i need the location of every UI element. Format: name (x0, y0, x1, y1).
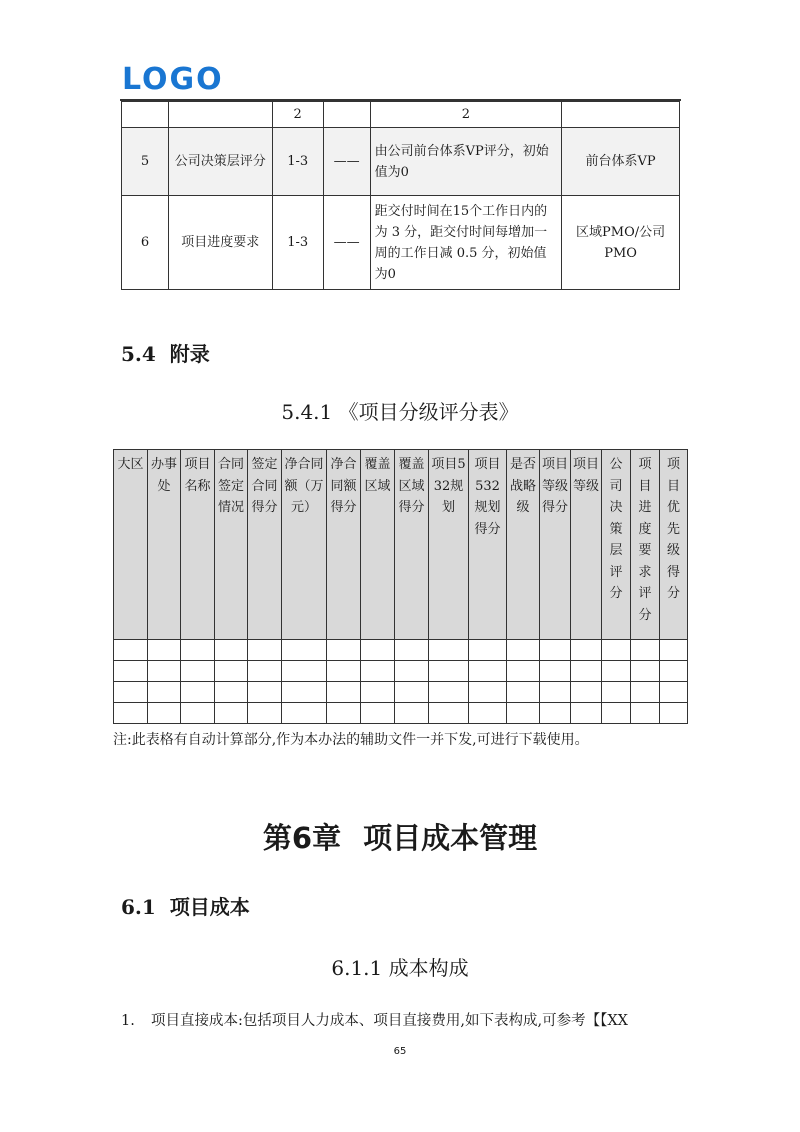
cell-range: 1-3 (272, 196, 323, 290)
column-header-label: 净合同额（万元） (284, 457, 324, 515)
empty-cell (469, 661, 507, 682)
table-row (114, 640, 688, 661)
empty-cell (148, 682, 181, 703)
empty-cell (148, 661, 181, 682)
empty-cell (429, 661, 469, 682)
empty-cell (215, 703, 248, 724)
column-header (215, 450, 248, 640)
column-header (571, 450, 602, 640)
column-header (602, 450, 631, 640)
empty-cell (114, 682, 148, 703)
empty-cell (248, 703, 282, 724)
cell-owner: 前台体系VP (562, 128, 680, 196)
empty-cell (571, 682, 602, 703)
column-header-label: 签定合同得分 (251, 457, 278, 515)
section-heading-5-4: 5.4 附录 (121, 342, 210, 366)
empty-cell (571, 661, 602, 682)
column-header (469, 450, 507, 640)
cell-item: 公司决策层评分 (168, 128, 272, 196)
column-header-label: 办事处 (150, 457, 177, 494)
cell-desc: 距交付时间在15个工作日内的为 3 分，距交付时间每增加一周的工作日减 0.5 分，初始值为0 (370, 196, 562, 290)
logo: LOGO (122, 62, 224, 97)
empty-cell (148, 640, 181, 661)
empty-cell (361, 640, 395, 661)
cell-owner (562, 102, 680, 128)
empty-cell (215, 640, 248, 661)
empty-cell (148, 703, 181, 724)
empty-cell (602, 661, 631, 682)
empty-cell (631, 703, 660, 724)
table-row (114, 682, 688, 703)
cell-no: 6 (122, 196, 169, 290)
column-header (148, 450, 181, 640)
empty-cell (215, 682, 248, 703)
empty-cell (395, 661, 429, 682)
cell-item: 项目进度要求 (168, 196, 272, 290)
empty-cell (181, 640, 215, 661)
column-header-label: 覆盖区域得分 (398, 457, 425, 515)
empty-cell (660, 661, 688, 682)
column-header-label: 大区 (117, 457, 144, 472)
empty-cell (507, 682, 540, 703)
empty-cell (248, 661, 282, 682)
empty-cell (429, 703, 469, 724)
empty-cell (469, 640, 507, 661)
column-header-label: 项目名称 (184, 457, 211, 494)
paragraph-1: 1. 项目直接成本:包括项目人力成本、项目直接费用,如下表构成,可参考【【XX (121, 1013, 628, 1029)
column-header (114, 450, 148, 640)
empty-cell (395, 640, 429, 661)
subsection-heading-5-4-1: 5.4.1 《项目分级评分表》 (281, 400, 519, 424)
column-header (660, 450, 688, 640)
cell-owner: 区域PMO/公司PMO (562, 196, 680, 290)
table-row (122, 102, 680, 128)
empty-cell (469, 682, 507, 703)
empty-cell (181, 661, 215, 682)
scoring-rules-table (121, 101, 680, 290)
column-header-label: 是否战略级 (509, 457, 536, 515)
column-header (282, 450, 327, 640)
empty-cell (660, 703, 688, 724)
cell-dash: —— (323, 196, 370, 290)
subsection-heading-6-1-1: 6.1.1 成本构成 (331, 956, 469, 980)
table-row (114, 703, 688, 724)
empty-cell (540, 703, 571, 724)
table-row (122, 128, 680, 196)
project-grading-table (113, 449, 688, 724)
empty-cell (631, 682, 660, 703)
table-row (114, 661, 688, 682)
cell-range: 1-3 (272, 128, 323, 196)
cell-item (168, 102, 272, 128)
empty-cell (395, 703, 429, 724)
empty-cell (114, 661, 148, 682)
empty-cell (660, 682, 688, 703)
empty-cell (248, 682, 282, 703)
chapter-title: 第6章 项目成本管理 (262, 821, 538, 855)
column-header-label: 项目532规划 (431, 457, 466, 515)
column-header (429, 450, 469, 640)
column-header (395, 450, 429, 640)
empty-cell (469, 703, 507, 724)
empty-cell (181, 682, 215, 703)
empty-cell (215, 661, 248, 682)
empty-cell (602, 682, 631, 703)
empty-cell (571, 703, 602, 724)
column-header (248, 450, 282, 640)
empty-cell (507, 703, 540, 724)
column-header-label: 净合同额得分 (330, 457, 357, 515)
empty-cell (327, 640, 361, 661)
cell-dash: —— (323, 128, 370, 196)
empty-cell (540, 682, 571, 703)
section-heading-6-1: 6.1 项目成本 (121, 895, 250, 919)
empty-cell (181, 703, 215, 724)
column-header (631, 450, 660, 640)
empty-cell (114, 640, 148, 661)
empty-cell (361, 682, 395, 703)
empty-cell (248, 640, 282, 661)
empty-cell (660, 640, 688, 661)
empty-cell (327, 682, 361, 703)
column-header (361, 450, 395, 640)
empty-cell (327, 661, 361, 682)
empty-cell (507, 640, 540, 661)
page-number: 65 (393, 1046, 407, 1057)
table-note: 注:此表格有自动计算部分,作为本办法的辅助文件一并下发,可进行下载使用。 (113, 732, 589, 748)
cell-no: 5 (122, 128, 169, 196)
empty-cell (114, 703, 148, 724)
column-header (507, 450, 540, 640)
empty-cell (602, 640, 631, 661)
column-header-label: 项目进度要求评分 (638, 457, 652, 623)
column-header-label: 项目532规划得分 (474, 457, 501, 537)
empty-cell (507, 661, 540, 682)
column-header-label: 项目优先级得分 (666, 457, 680, 601)
empty-cell (429, 682, 469, 703)
column-header (181, 450, 215, 640)
empty-cell (540, 640, 571, 661)
cell-no (122, 102, 169, 128)
cell-dash (323, 102, 370, 128)
table-row (122, 196, 680, 290)
empty-cell (395, 682, 429, 703)
column-header-label: 项目等级 (573, 457, 600, 494)
empty-cell (602, 703, 631, 724)
empty-cell (327, 703, 361, 724)
empty-cell (282, 661, 327, 682)
empty-cell (631, 640, 660, 661)
empty-cell (282, 703, 327, 724)
empty-cell (540, 661, 571, 682)
cell-desc: 2 (370, 102, 562, 128)
column-header-label: 公司决策层评分 (609, 457, 623, 601)
empty-cell (282, 640, 327, 661)
cell-range: 2 (272, 102, 323, 128)
empty-cell (282, 682, 327, 703)
empty-cell (571, 640, 602, 661)
column-header-label: 合同签定情况 (217, 457, 244, 515)
empty-cell (631, 661, 660, 682)
column-header (327, 450, 361, 640)
column-header-label: 项目等级得分 (542, 457, 569, 515)
empty-cell (429, 640, 469, 661)
cell-desc: 由公司前台体系VP评分，初始值为0 (370, 128, 562, 196)
column-header (540, 450, 571, 640)
empty-cell (361, 703, 395, 724)
column-header-label: 覆盖区域 (364, 457, 391, 494)
empty-cell (361, 661, 395, 682)
